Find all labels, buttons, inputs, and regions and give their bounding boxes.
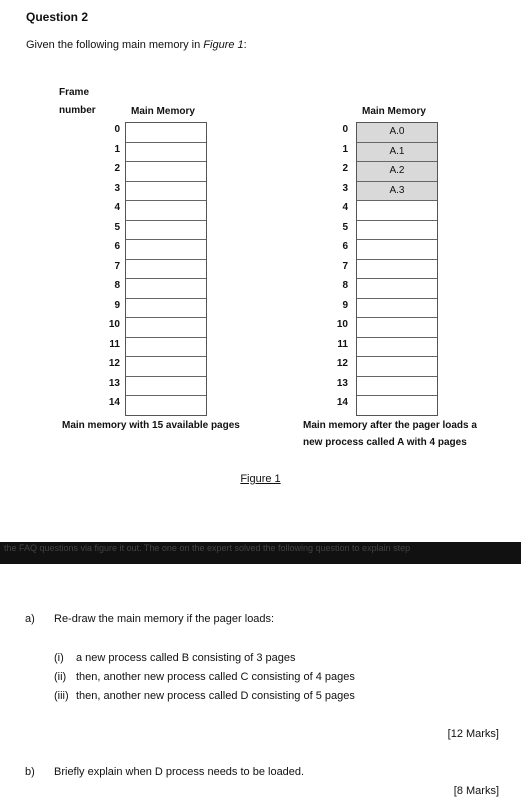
intro-suffix: : xyxy=(243,39,247,51)
right-memory-table xyxy=(356,122,438,416)
memory-frame-cell xyxy=(126,143,206,163)
memory-frame-cell: A.3 xyxy=(357,182,437,202)
frame-number: 10 xyxy=(336,319,348,330)
memory-frame-cell xyxy=(126,357,206,377)
memory-frame-cell xyxy=(357,338,437,358)
frame-number: 9 xyxy=(342,299,348,311)
memory-frame-cell xyxy=(126,162,206,182)
frame-number: 7 xyxy=(342,260,348,272)
memory-frame-cell: A.1 xyxy=(357,143,437,163)
part-a-marks: [12 Marks] xyxy=(447,728,499,740)
frame-number: 3 xyxy=(114,182,120,194)
part-b-prompt: Briefly explain when D process needs to be loaded. xyxy=(54,766,305,778)
memory-frame-cell xyxy=(126,396,206,416)
number-label: number xyxy=(59,105,96,116)
frame-number: 11 xyxy=(109,338,120,350)
memory-frame-cell xyxy=(126,240,206,260)
memory-frame-cell: A.2 xyxy=(357,162,437,182)
part-a-item-3-num: (iii) xyxy=(54,690,69,702)
frame-number: 13 xyxy=(108,377,120,389)
memory-frame-cell xyxy=(357,377,437,397)
part-a-item-1-num: (i) xyxy=(54,652,64,664)
frame-label: Frame xyxy=(59,87,90,98)
frame-number: 13 xyxy=(336,377,348,389)
frame-number: 6 xyxy=(114,241,120,252)
memory-frame-cell xyxy=(357,396,437,416)
memory-frame-cell xyxy=(126,279,206,299)
part-a-item-2-num: (ii) xyxy=(54,671,67,683)
frame-number: 4 xyxy=(114,202,120,213)
band-text: the FAQ questions via figure it out. The one on the expert solved the following question to explain step xyxy=(4,543,411,553)
frame-number: 14 xyxy=(336,397,348,408)
frame-number: 12 xyxy=(108,358,120,369)
frame-number: 10 xyxy=(108,319,120,330)
memory-frame-cell xyxy=(126,182,206,202)
frame-number: 9 xyxy=(114,299,120,311)
memory-frame-cell xyxy=(357,221,437,241)
left-frame-numbers xyxy=(90,122,120,415)
figure-label xyxy=(0,473,521,485)
right-memory-caption-1: Main memory after the pager loads a xyxy=(303,420,477,431)
frame-number: 7 xyxy=(114,260,120,272)
right-memory-caption-2: new process called A with 4 pages xyxy=(303,437,467,448)
frame-number: 8 xyxy=(114,280,120,291)
memory-frame-cell xyxy=(126,123,206,143)
frame-number: 12 xyxy=(336,358,348,369)
frame-number: 11 xyxy=(337,338,348,350)
frame-number: 3 xyxy=(342,182,348,194)
memory-frame-cell xyxy=(357,357,437,377)
memory-frame-cell xyxy=(357,279,437,299)
frame-number: 1 xyxy=(114,143,120,155)
frame-number: 0 xyxy=(342,124,348,135)
memory-frame-cell xyxy=(126,377,206,397)
memory-frame-cell: A.0 xyxy=(357,123,437,143)
memory-frame-cell xyxy=(357,260,437,280)
memory-frame-cell xyxy=(126,299,206,319)
memory-frame-cell xyxy=(126,338,206,358)
right-memory-header: Main Memory xyxy=(362,106,426,117)
memory-frame-cell xyxy=(126,201,206,221)
left-memory-header: Main Memory xyxy=(131,106,195,117)
part-a-item-1-text: a new process called B consisting of 3 pages xyxy=(76,652,296,664)
part-b-letter: b) xyxy=(25,766,35,778)
memory-frame-cell xyxy=(357,299,437,319)
part-a-item-2-text: then, another new process called C consisting of 4 pages xyxy=(76,671,355,683)
part-a-letter: a) xyxy=(25,613,35,625)
memory-frame-cell xyxy=(126,221,206,241)
frame-number: 0 xyxy=(114,124,120,135)
left-memory-caption: Main memory with 15 available pages xyxy=(62,420,240,431)
frame-number: 8 xyxy=(342,280,348,291)
intro-prefix: Given the following main memory in xyxy=(26,39,204,51)
memory-frame-cell xyxy=(126,318,206,338)
part-a-prompt: Re-draw the main memory if the pager loads: xyxy=(54,613,275,625)
left-memory-table xyxy=(125,122,207,416)
figure-label-text: Figure 1 xyxy=(240,473,281,485)
memory-frame-cell xyxy=(357,201,437,221)
dark-band xyxy=(0,542,521,564)
part-b-marks: [8 Marks] xyxy=(453,785,499,797)
frame-number: 4 xyxy=(342,202,348,213)
intro-figure-ref: Figure 1 xyxy=(203,39,244,51)
frame-number: 5 xyxy=(114,221,120,233)
frame-number: 14 xyxy=(108,397,120,408)
question-intro xyxy=(26,39,247,51)
question-title: Question 2 xyxy=(26,10,89,24)
part-a-item-3-text: then, another new process called D consisting of 5 pages xyxy=(76,690,355,702)
frame-number: 2 xyxy=(342,163,348,174)
frame-number: 2 xyxy=(114,163,120,174)
memory-frame-cell xyxy=(357,240,437,260)
frame-number: 1 xyxy=(342,143,348,155)
frame-number: 5 xyxy=(342,221,348,233)
memory-frame-cell xyxy=(126,260,206,280)
right-frame-numbers xyxy=(318,122,348,415)
memory-frame-cell xyxy=(357,318,437,338)
frame-number: 6 xyxy=(342,241,348,252)
